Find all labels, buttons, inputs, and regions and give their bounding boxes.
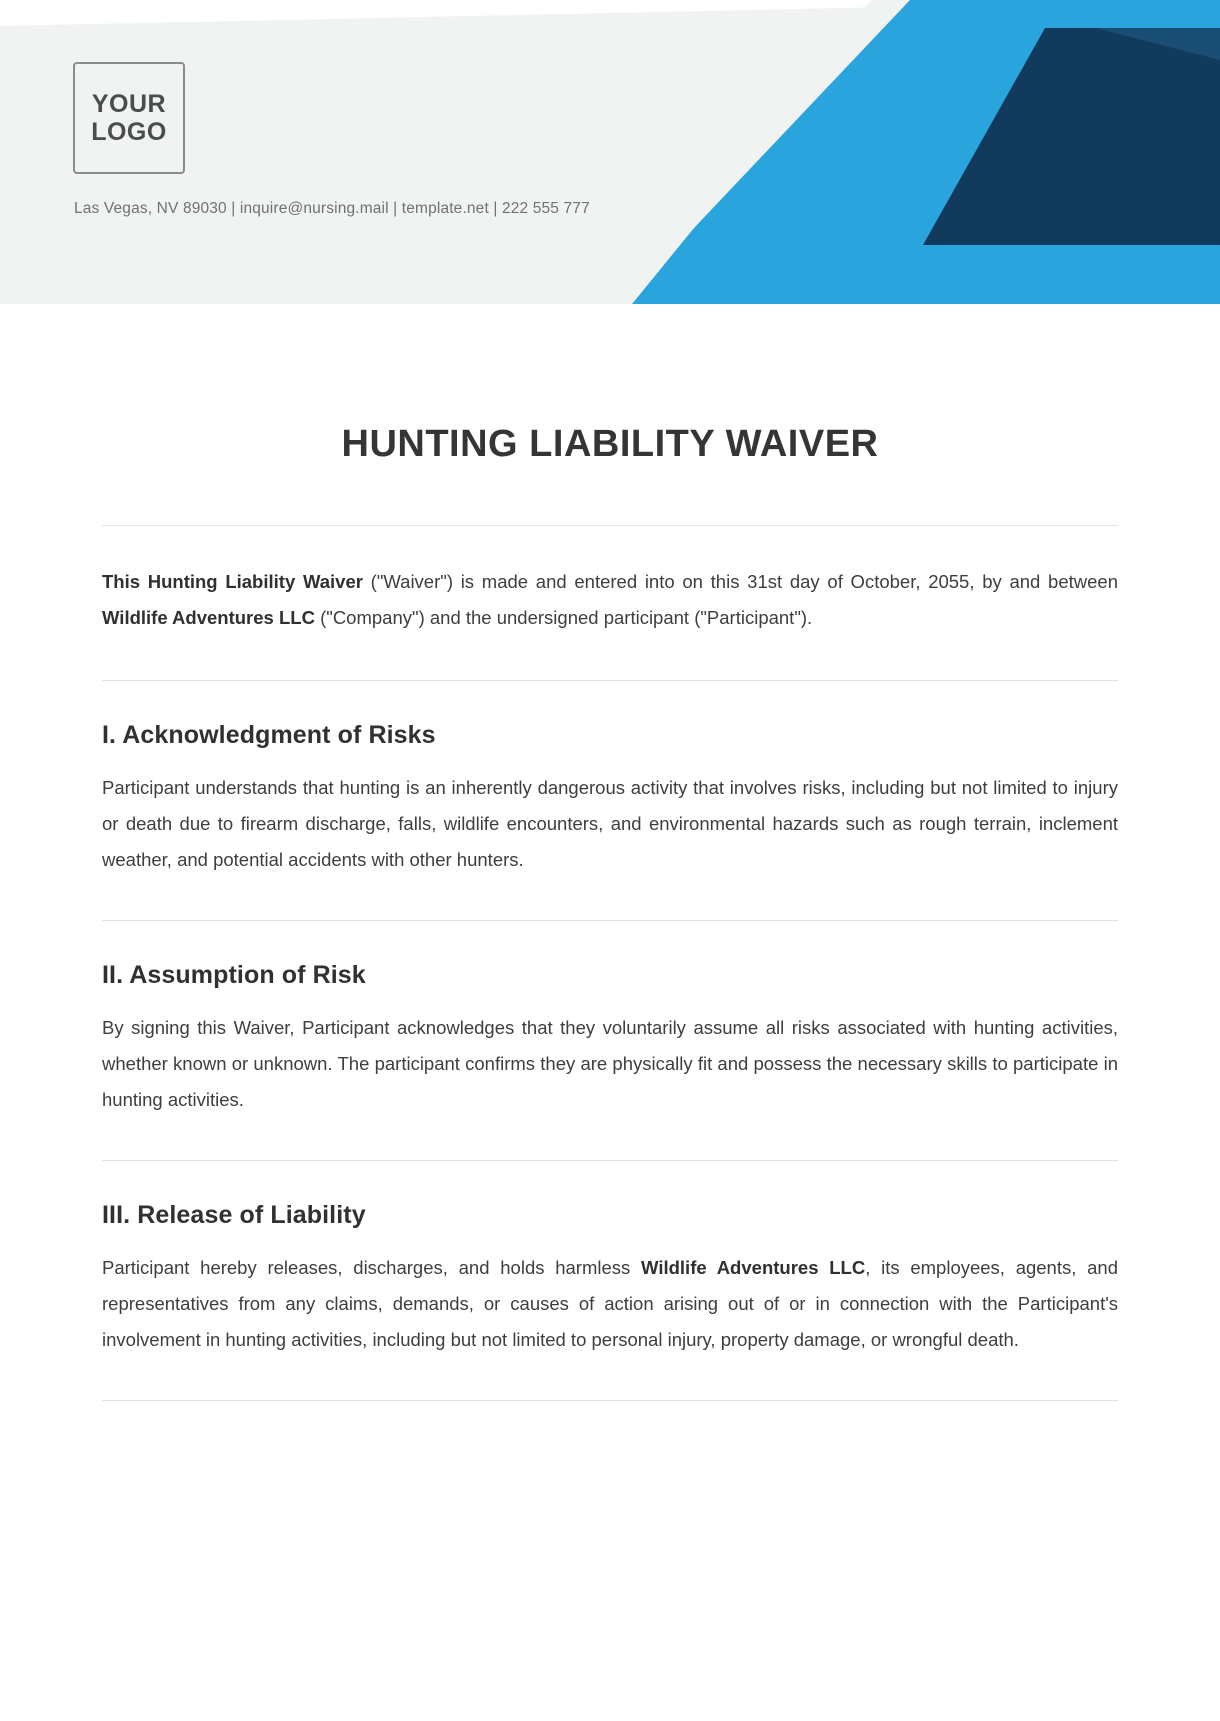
letterhead-header [0, 0, 1220, 304]
section-acknowledgment-of-risks [102, 721, 1118, 878]
intro-company-name: Wildlife Adventures LLC [102, 606, 315, 628]
section-heading: II. Assumption of Risk [102, 960, 366, 989]
section-body: By signing this Waiver, Participant acknowledges that they voluntarily assume all risks associated with hunting activities, whether known or unknown. The participant confirms they are physically fit and possess the necessary skills to participate in hunting activities. [102, 1016, 1118, 1111]
document-body [0, 422, 1220, 1401]
release-part-2: , its employees, agents, and representatives from any claims, demands, or causes of action arising out of or in connection with the Participant's involvement in hunting activities, including but not limited to personal injury, property damage, or wrongful death. [102, 1257, 1118, 1351]
section-body [102, 1250, 1118, 1358]
page-title: HUNTING LIABILITY WAIVER [341, 423, 879, 465]
section-body: Participant understands that hunting is an inherently dangerous activity that involves risks, including but not limited to injury or death due to firearm discharge, falls, wildlife encounters, and environmental hazards such as rough terrain, inclement weather, and potential accidents with other hunters. [102, 776, 1118, 870]
divider-section-2 [102, 1160, 1118, 1161]
divider-title [102, 525, 1118, 526]
contact-info: Las Vegas, NV 89030 | inquire@nursing.mail | template.net | 222 555 777 [74, 200, 590, 217]
section-heading: I. Acknowledgment of Risks [102, 720, 436, 749]
logo-line-1: YOUR [91, 90, 167, 118]
intro-paragraph [102, 564, 1118, 636]
section-assumption-of-risk [102, 961, 1118, 1118]
section-release-of-liability [102, 1201, 1118, 1358]
intro-part-1: ("Waiver") is made and entered into on this 31st day of October, 2055, by and between [362, 570, 1118, 592]
logo-line-2: LOGO [91, 118, 167, 146]
release-company-name: Wildlife Adventures LLC [641, 1257, 866, 1279]
logo-placeholder [73, 62, 185, 174]
divider-intro [102, 680, 1118, 681]
intro-part-2: ("Company") and the undersigned participant ("Participant"). [314, 606, 813, 628]
section-heading: III. Release of Liability [102, 1201, 366, 1230]
intro-lead: This Hunting Liability Waiver [102, 570, 363, 592]
divider-section-1 [102, 920, 1118, 921]
divider-section-3 [102, 1400, 1118, 1401]
release-part-1: Participant hereby releases, discharges, and holds harmless [102, 1257, 642, 1279]
